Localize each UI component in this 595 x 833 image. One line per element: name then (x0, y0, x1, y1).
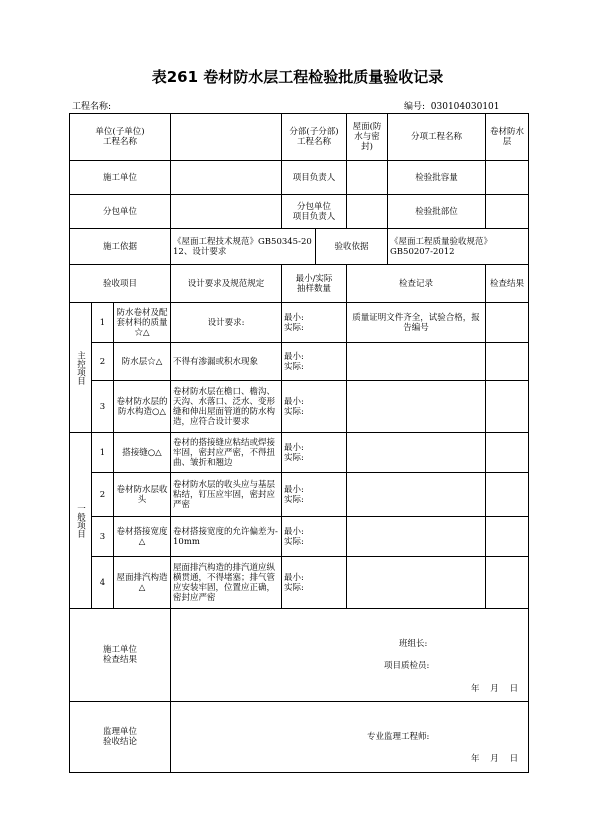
item-check-result[interactable] (486, 381, 529, 433)
item-check-record[interactable] (347, 381, 486, 433)
unit-name-label: 单位(子单位) 工程名称 (70, 114, 171, 161)
item-number: 2 (92, 343, 114, 381)
team-leader-label: 班组长: (399, 639, 428, 649)
col-sample-count: 最小/实际 抽样数量 (282, 265, 347, 303)
item-number: 3 (92, 517, 114, 557)
item-sample-count: 最小: 实际: (282, 303, 347, 343)
item-check-result[interactable] (486, 433, 529, 473)
table-row (70, 557, 529, 609)
general-group-label: 一般项目 (70, 433, 92, 609)
main-group-label: 主控项目 (70, 303, 92, 433)
item-requirement: 屋面排汽构造的排汽道应纵横贯通，不得堵塞；排气管应安装牢固，位置应正确，密封应严密 (171, 557, 282, 609)
inspection-record-table (69, 113, 529, 773)
col-check-result: 检查结果 (486, 265, 529, 303)
project-lead-label: 项目负责人 (282, 161, 347, 195)
item-sample-count: 最小: 实际: (282, 473, 347, 517)
item-check-record[interactable] (347, 433, 486, 473)
construction-basis-value: 《屋面工程技术规范》GB50345-2012、设计要求 (171, 229, 316, 265)
batch-capacity-label: 检验批容量 (388, 161, 486, 195)
table-row (70, 433, 529, 473)
item-check-record[interactable] (347, 557, 486, 609)
col-check-record: 检查记录 (347, 265, 486, 303)
project-lead-value[interactable] (347, 161, 388, 195)
subcontract-unit-label: 分包单位 (70, 195, 171, 229)
item-check-result[interactable] (486, 557, 529, 609)
construction-date: 年 月 日 (471, 684, 519, 694)
item-number: 1 (92, 433, 114, 473)
subunit-label: 分部(子分部) 工程名称 (282, 114, 347, 161)
item-number: 3 (92, 381, 114, 433)
batch-capacity-value[interactable] (486, 161, 529, 195)
item-requirement: 设计要求: (171, 303, 282, 343)
item-check-result[interactable] (486, 473, 529, 517)
acceptance-basis-label: 验收依据 (316, 229, 388, 265)
item-check-record[interactable] (347, 473, 486, 517)
item-name: 卷材防水层收头 (114, 473, 171, 517)
item-check-record[interactable] (347, 517, 486, 557)
item-requirement: 卷材的搭接缝应粘结或焊接牢固，密封应严密，不得扭曲、皱折和翘边 (171, 433, 282, 473)
item-sample-count: 最小: 实际: (282, 517, 347, 557)
subcontract-lead-value[interactable] (347, 195, 388, 229)
table-row (70, 303, 529, 343)
item-requirement: 卷材防水层的收头应与基层粘结，钉压应牢固，密封应严密 (171, 473, 282, 517)
supervision-engineer-label: 专业监理工程师: (367, 732, 430, 742)
item-sample-count: 最小: 实际: (282, 433, 347, 473)
subitem-value: 卷材防水层 (486, 114, 529, 161)
item-check-record[interactable]: 质量证明文件齐全，试验合格，报告编号 (347, 303, 486, 343)
number-label: 编号: (404, 102, 426, 112)
subcontract-unit-value[interactable] (171, 195, 282, 229)
page-title: 表261 卷材防水层工程检验批质量验收记录 (151, 68, 444, 86)
item-number: 2 (92, 473, 114, 517)
table-row (70, 473, 529, 517)
construction-result-area[interactable] (171, 609, 529, 702)
subitem-label: 分项工程名称 (388, 114, 486, 161)
item-sample-count: 最小: 实际: (282, 557, 347, 609)
construction-result-label: 施工单位 检查结果 (70, 609, 171, 702)
item-check-result[interactable] (486, 303, 529, 343)
batch-location-value[interactable] (486, 195, 529, 229)
form-number (404, 99, 500, 112)
construction-unit-value[interactable] (171, 161, 282, 195)
item-check-result[interactable] (486, 343, 529, 381)
item-name: 屋面排汽构造△ (114, 557, 171, 609)
project-name-label: 工程名称: (72, 102, 112, 112)
item-requirement: 卷材搭接宽度的允许偏差为-10mm (171, 517, 282, 557)
item-check-result[interactable] (486, 517, 529, 557)
item-requirement: 卷材防水层在檐口、檐沟、天沟、水落口、泛水、变形缝和伸出屋面管道的防水构造，应符合设计要求 (171, 381, 282, 433)
item-sample-count: 最小: 实际: (282, 381, 347, 433)
item-requirement: 不得有渗漏或积水现象 (171, 343, 282, 381)
supervision-date: 年 月 日 (471, 754, 519, 764)
item-check-record[interactable] (347, 343, 486, 381)
supervision-area[interactable] (171, 702, 529, 773)
col-design-req: 设计要求及规范规定 (171, 265, 282, 303)
quality-inspector-label: 项目质检员: (384, 661, 430, 671)
number-value: 030104030101 (430, 102, 500, 112)
batch-location-label: 检验批部位 (388, 195, 486, 229)
item-sample-count: 最小: 实际: (282, 343, 347, 381)
construction-unit-label: 施工单位 (70, 161, 171, 195)
item-name: 搭接缝○△ (114, 433, 171, 473)
col-acceptance-item: 验收项目 (70, 265, 171, 303)
item-name: 卷材搭接宽度△ (114, 517, 171, 557)
item-name: 防水层☆△ (114, 343, 171, 381)
item-number: 4 (92, 557, 114, 609)
construction-basis-label: 施工依据 (70, 229, 171, 265)
table-row (70, 517, 529, 557)
unit-name-value[interactable] (171, 114, 282, 161)
supervision-label: 监理单位 验收结论 (70, 702, 171, 773)
subcontract-lead-label: 分包单位 项目负责人 (282, 195, 347, 229)
subunit-value: 屋面(防水与密 封) (347, 114, 388, 161)
table-row (70, 381, 529, 433)
item-name: 卷材防水层的防水构造○△ (114, 381, 171, 433)
acceptance-basis-value: 《屋面工程质量验收规范》 GB50207-2012 (388, 229, 529, 265)
item-name: 防水卷材及配套材料的质量☆△ (114, 303, 171, 343)
table-row (70, 343, 529, 381)
item-number: 1 (92, 303, 114, 343)
